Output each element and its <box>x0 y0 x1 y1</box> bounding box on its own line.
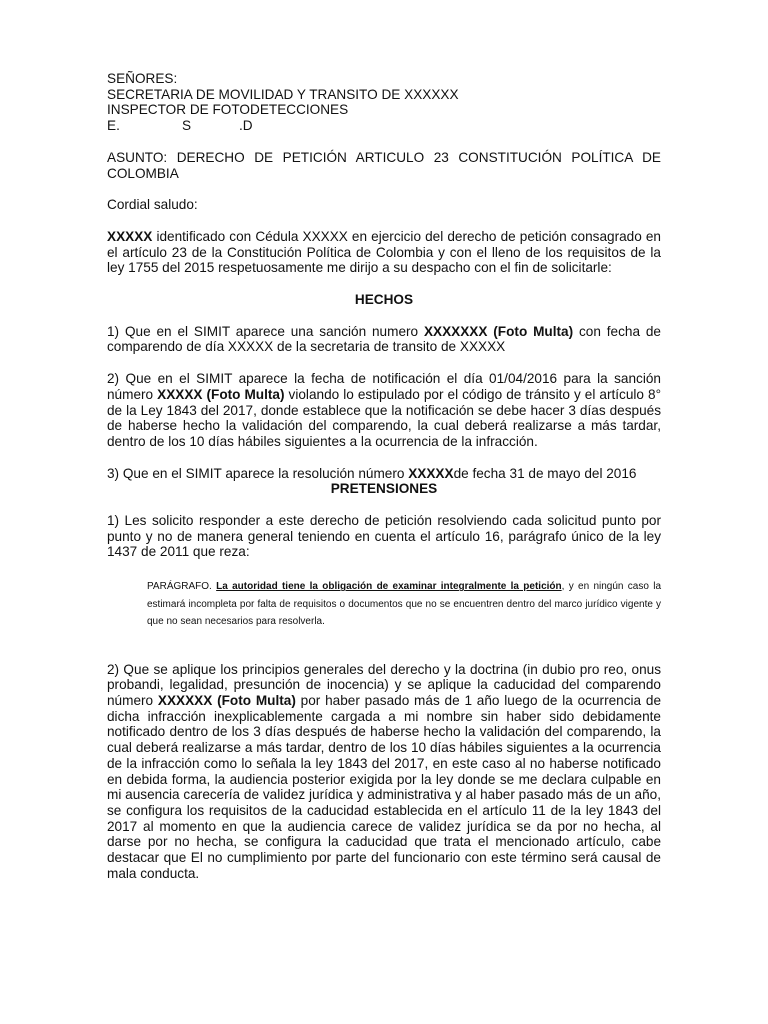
pretensiones-item-2: 2) Que se aplique los principios generales del derecho y la doctrina (in dubio pro reo, onus probandi, legalidad, presunción de inocencia) y se aplique la caducidad del comparendo número XXXXXX (Foto Multa) por haber pasado más de 1 año luego de la ocurrencia de dicha infracción inexplicablemente cargada a mi nombre sin haber sido debidamente notificado dentro de los 3 días después de haberse hecho la validación del comparendo, la cual deberá realizarse a más tardar, dentro de los 10 días hábiles siguientes a la ocurrencia de la infracción como lo señala la ley 1843 del 2017, en este caso al no haberse notificado en debida forma, la audiencia posterior exigida por la ley donde se me declara culpable en mi ausencia carecería de validez jurídica y administrativa y al haber pasado más de un año, se configura los requisitos de la caducidad establecida en el artículo 11 de la ley 1843 del 2017 al momento en que la audiencia carece de validez jurídica se da por no hecha, al darse por no hecha, se configura la caducidad que trata el mencionado artículo, cabe destacar que El no cumplimiento por parte del funcionario con este término será causal de mala conducta. <box>107 661 662 881</box>
greeting: Cordial saludo: <box>107 197 198 213</box>
legal-quote: PARÁGRAFO. La autoridad tiene la obligación de examinar integralmente la petición, y en ningún caso la estimará incompleta por falta de requisitos o documentos que no se encuentren dentro del marco jurídico vigente y que no sean necesarios para resolverla. <box>147 581 662 628</box>
recipient-esd <box>107 118 661 134</box>
subject-line: ASUNTO: DERECHO DE PETICIÓN ARTICULO 23 CONSTITUCIÓN POLÍTICA DE COLOMBIA <box>107 149 661 181</box>
recipient-line-1: SEÑORES: <box>107 71 178 86</box>
petitioner-name: XXXXX <box>107 228 153 244</box>
letter-body <box>107 71 661 882</box>
pretensiones-heading: PRETENSIONES <box>330 481 438 497</box>
hechos-item-3: 3) Que en el SIMIT aparece la resolución número XXXXXde fecha 31 de mayo del 2016 <box>107 465 637 481</box>
hechos-item-1: 1) Que en el SIMIT aparece una sanción numero XXXXXXX (Foto Multa) con fecha de comparendo de día XXXXX de la secretaria de transito de XXXXX <box>107 323 661 355</box>
esd-s: S <box>182 118 192 134</box>
pretensiones-item-1: 1) Les solicito responder a este derecho de petición resolviendo cada solicitud punto por punto y no de manera general teniendo en cuenta el artículo 16, parágrafo único de la ley 1437 de 2011 que reza: <box>107 513 661 560</box>
hechos-heading: HECHOS <box>354 292 414 308</box>
intro-paragraph: XXXXX identificado con Cédula XXXXX en ejercicio del derecho de petición consagrado en el artículo 23 de la Constitución Política de Colombia y con el lleno de los requisitos de la ley 1755 del 2015 respetuosamente me dirijo a su despacho con el fin de solicitarle: <box>107 228 661 276</box>
quote-underlined: La autoridad tiene la obligación de examinar integralmente la petición <box>216 581 562 593</box>
esd-e: E. <box>107 118 120 134</box>
recipient-line-2: SECRETARIA DE MOVILIDAD Y TRANSITO DE XXXXXX <box>107 86 459 102</box>
recipient-line-3: INSPECTOR DE FOTODETECCIONES <box>107 102 349 118</box>
esd-d: .D <box>239 118 253 134</box>
hechos-item-2: 2) Que en el SIMIT aparece la fecha de notificación el día 01/04/2016 para la sanción número XXXXX (Foto Multa) violando lo estipulado por el código de tránsito y el artículo 8° de la Ley 1843 del 2017, donde establece que la notificación se debe hacer 3 días después de haberse hecho la validación del comparendo, la cual deberá realizarse a más tardar, dentro de los 10 días hábiles siguientes a la ocurrencia de la infracción. <box>107 371 662 449</box>
